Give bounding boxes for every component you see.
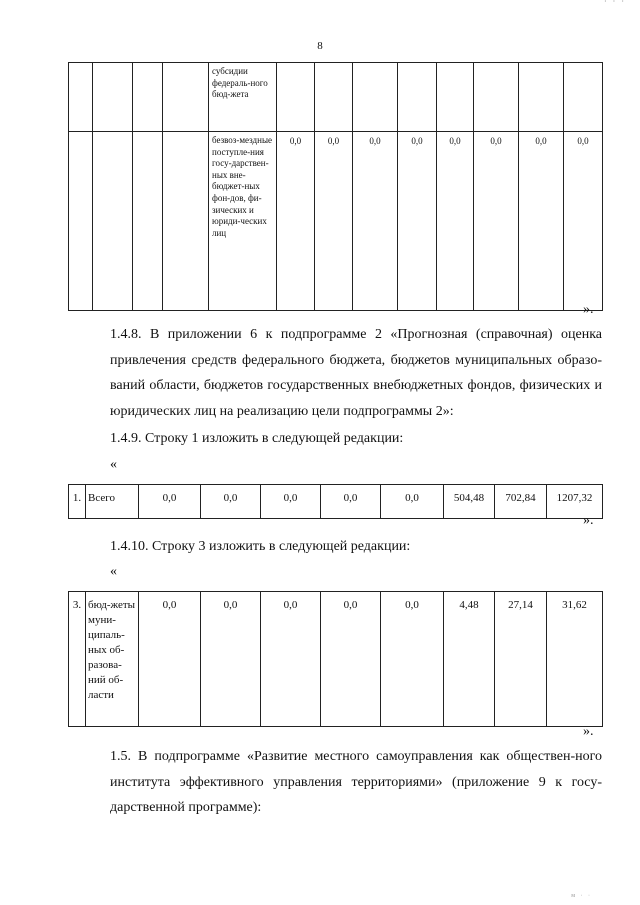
quote-close: ». [583, 724, 594, 739]
table-cell-value: 504,48 [444, 485, 495, 519]
paragraph-1-4-8 [74, 322, 602, 424]
table-cell-value: 0,0 [437, 132, 474, 311]
table-cell [437, 63, 474, 132]
table-cell-value: 27,14 [495, 592, 547, 727]
table-cell-value: 0,0 [261, 485, 321, 519]
table-cell [133, 63, 163, 132]
row-label-gratuitous-receipts: безвоз-мездные поступле-ния госу-дарствен-ных вне-бюджет-ных фон-дов, фи-зических и юриди-ческих лиц [209, 132, 277, 311]
table-cell-value: 0,0 [139, 485, 201, 519]
paragraph-text: 1.4.10. Строку 3 изложить в следующей редакции: [110, 539, 411, 554]
table-row [69, 485, 603, 519]
table-cell [564, 63, 603, 132]
table-row [69, 63, 603, 132]
quote-close: ». [583, 513, 594, 528]
paragraph-text: 1.5. В подпрограмме «Развитие местного самоуправления как обществен-ного института эффективного управления территориями» (приложение 9 к госу-дарственной программе): [110, 749, 602, 815]
table-row [69, 592, 603, 727]
table-cell [163, 63, 209, 132]
table-cell-value: 0,0 [353, 132, 398, 311]
table-cell-value: 0,0 [474, 132, 519, 311]
row-number: 3. [69, 592, 86, 727]
table-cell-value: 31,62 [547, 592, 603, 727]
table-cell [353, 63, 398, 132]
table-cell-value: 0,0 [201, 592, 261, 727]
table-cell [69, 63, 93, 132]
bottom-mark: м · · [571, 893, 592, 899]
quote-close: ». [583, 302, 594, 317]
table-cell [133, 132, 163, 311]
quote-open: « [110, 564, 117, 579]
funding-table-continuation [68, 62, 603, 311]
table-cell-value: 0,0 [139, 592, 201, 727]
page-number: 8 [317, 40, 323, 52]
paragraph-text: 1.4.8. В приложении 6 к подпрограмме 2 «Прогнозная (справочная) оценка привлечения средств федерального бюджета, бюджетов муниципальных образо-ваний области, бюджетов государственных внебюджетных фондов, физических и юридических лиц на реализацию цели подпрограммы 2»: [110, 327, 602, 419]
row-1-table [68, 484, 603, 519]
table-cell-value: 4,48 [444, 592, 495, 727]
table-cell [519, 63, 564, 132]
table-cell-value: 1207,32 [547, 485, 603, 519]
paragraph-1-5 [74, 744, 602, 821]
paragraph-1-4-9 [74, 426, 602, 452]
table-cell-value: 0,0 [519, 132, 564, 311]
quote-open: « [110, 457, 117, 472]
table-cell-value: 0,0 [564, 132, 603, 311]
row-3-table [68, 591, 603, 727]
table-cell-value: 0,0 [315, 132, 353, 311]
table-cell-value: 702,84 [495, 485, 547, 519]
table-cell-value: 0,0 [398, 132, 437, 311]
table-cell [69, 132, 93, 311]
row-label-federal-subsidies: субсидии федераль-ного бюд-жета [209, 63, 277, 132]
table-cell [277, 63, 315, 132]
table-cell [163, 132, 209, 311]
table-cell-value: 0,0 [381, 592, 444, 727]
table-cell [398, 63, 437, 132]
corner-mark: · · · [604, 0, 626, 6]
table-row [69, 132, 603, 311]
table-cell-value: 0,0 [321, 485, 381, 519]
row-label: бюд-жеты муни-ципаль-ных об-разова-ний об-ласти [86, 592, 139, 727]
table-cell [315, 63, 353, 132]
table-cell [93, 132, 133, 311]
table-cell-value: 0,0 [277, 132, 315, 311]
table-cell-value: 0,0 [321, 592, 381, 727]
table-cell [93, 63, 133, 132]
row-label: Всего [86, 485, 139, 519]
paragraph-1-4-10 [74, 534, 602, 560]
paragraph-text: 1.4.9. Строку 1 изложить в следующей редакции: [110, 431, 404, 446]
table-cell-value: 0,0 [201, 485, 261, 519]
table-cell-value: 0,0 [381, 485, 444, 519]
table-cell-value: 0,0 [261, 592, 321, 727]
row-number: 1. [69, 485, 86, 519]
table-cell [474, 63, 519, 132]
